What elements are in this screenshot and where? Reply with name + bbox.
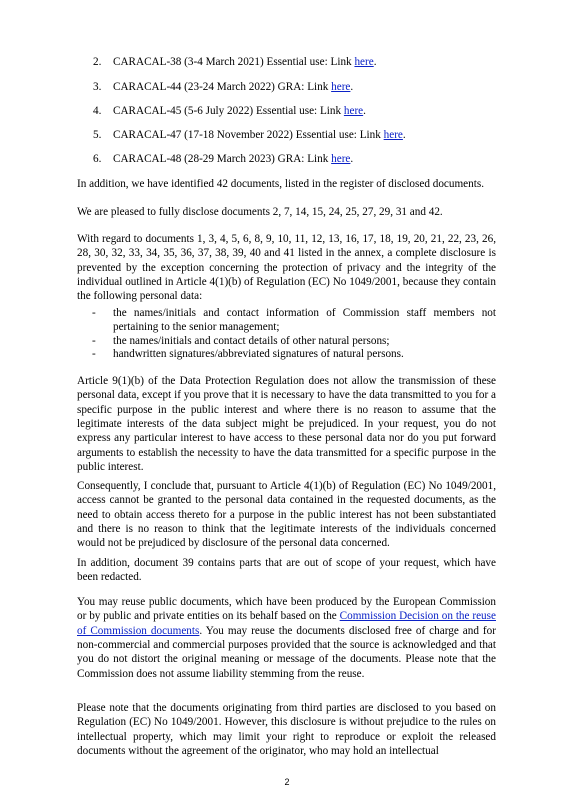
- list-text: CARACAL-38 (3-4 March 2021) Essential use: Link: [113, 56, 355, 68]
- page-number: 2: [284, 777, 290, 787]
- list-number: 4.: [93, 105, 102, 117]
- here-link-1[interactable]: here: [354, 56, 374, 68]
- list-number: 6.: [93, 153, 102, 165]
- list-number: 5.: [93, 129, 102, 141]
- list-text: CARACAL-47 (17-18 November 2022) Essential use: Link: [113, 129, 384, 141]
- here-link-5[interactable]: here: [331, 153, 351, 165]
- list-text: CARACAL-44 (23-24 March 2022) GRA: Link: [113, 81, 332, 93]
- list-text: CARACAL-48 (28-29 March 2023) GRA: Link: [113, 153, 332, 165]
- here-link-3[interactable]: here: [343, 105, 364, 117]
- paragraph-privacy-exception: With regard to documents 1, 3, 4, 5, 6, 8, 9, 10, 11, 12, 13, 16, 17, 18, 19, 20, 21, 22, 23, 26, 28, 30, 32, 33, 34, 35, 36, 37, 38, 39, 40 and 41 listed in the annex, a complete disclosure is prevented by the exception concerning the protection of privacy and the integrity of the individual outlined in Article 4(1)(b) of Regulation (EC) No 1049/2001, because they contain the following personal data:: [77, 233, 496, 303]
- here-link-4[interactable]: here: [383, 129, 403, 141]
- paragraph-identified: In addition, we have identified 42 documents, listed in the register of disclosed documents.: [77, 178, 485, 190]
- bullet-dash: -: [92, 348, 96, 360]
- paragraph-third-party: Please note that the documents originating from third parties are disclosed to you based on Regulation (EC) No 1049/2001. However, this disclosure is without prejudice to the rules on intellectual property, which may limit your right to reproduce or exploit the released documents without the agreement of the originator, who may hold an intellectual: [77, 702, 496, 758]
- here-link-2[interactable]: here: [331, 81, 351, 93]
- list-number: 3.: [93, 81, 102, 93]
- list-number: 2.: [93, 56, 102, 68]
- paragraph-reuse: You may reuse public documents, which have been produced by the European Commission or by public and private entities on its behalf based on the Commission Decision on the reuse of Commission documents. You may reuse the documents disclosed free of charge and for non-commercial and commercial purposes provided that the source is acknowledged and that you do not distort the original meaning or message of the documents. Please note that the Commission does not assume liability stemming from the reuse.: [77, 596, 496, 680]
- paragraph-article-9: Article 9(1)(b) of the Data Protection Regulation does not allow the transmission of these personal data, except if you prove that it is necessary to have the data transmitted to you for a specific purpose in the public interest and where there is no reason to assume that the legitimate interests of the data subject might be prejudiced. In your request, you do not express any particular interest to have access to these personal data nor do you put forward arguments to establish the necessity to have the data transmitted for a specific purpose in the public interest.: [77, 375, 496, 474]
- paragraph-consequently: Consequently, I conclude that, pursuant to Article 4(1)(b) of Regulation (EC) No 1049/2001, access cannot be granted to the personal data contained in the requested documents, as the need to obtain access thereto for a purpose in the public interest has not been substantiated and there is no reason to think that the legitimate interests of the individuals concerned would not be prejudiced by disclosure of the personal data concerned.: [77, 480, 496, 550]
- bullet-dash: -: [92, 335, 96, 347]
- paragraph-document-39: In addition, document 39 contains parts that are out of scope of your request, which have been redacted.: [77, 557, 496, 584]
- document-page: 2. CARACAL-38 (3-4 March 2021) Essential use: Link here. 3. CARACAL-44 (23-24 March 2022) GRA: Link here. 4. CARACAL-45 (5-6 July 2022) Essential use: Link here. 5. CARACAL-47 (17-18 November 2022) Essential use: Link here. 6. CARACAL-48 (28-29 March 2023) GRA: Link here. In addition, we have identified 42 documents, listed in the register of disclosed documents. We are pleased to fully disclose documents 2, 7, 14, 15, 24, 25, 27, 29, 31 and 42. With regard to documents 1, 3, 4, 5, 6, 8, 9, 10, 11, 12, 13, 16, 17, 18, 19, 20, 21, 22, 23, 26, 28, 30, 32, 33, 34, 35, 36, 37, 38, 39, 40 and 41 listed in the annex, a complete disclosure is prevented by the exception concerning the protection of privacy and the integrity of the individual outlined in Article 4(1)(b) of Regulation (EC) No 1049/2001, because they contain the following personal data: - the names/initials and contact information of Commission staff members not pertaining to the senior management; - the names/initials and contact details of other natural persons; - handwritten signatures/abbreviated signatures of natural persons. Article 9(1)(b) of the Data Protection Regulation does not allow the transmission of these personal data, except if you prove that it is necessary to have the data transmitted to you for a specific purpose in the public interest and where there is no reason to assume that the legitimate interests of the data subject might be prejudiced. In your request, you do not express any particular interest to have access to these personal data nor do you put forward arguments to establish the necessity to have the data transmitted for a specific purpose in the public interest. Consequently, I conclude that, pursuant to Article 4(1)(b) of Regulation (EC) No 1049/2001, access cannot be granted to the personal data contained in the requested documents, as the need to obtain access thereto for a purpose in the public interest has not been substantiated and there is no reason to think that the legitimate interests of the individuals concerned would not be prejudiced by disclosure of the personal data concerned. In addition, document 39 contains parts that are out of scope of your request, which have been redacted. You may reuse public documents, which have been produced by the European Commission or by public and private entities on its behalf based on the Commission Decision on the reuse of Commission documents. You may reuse the documents disclosed free of charge and for non-commercial and commercial purposes provided that the source is acknowledged and that you do not distort the original meaning or message of the documents. Please note that the Commission does not assume liability stemming from the reuse. Please note that the documents originating from third parties are disclosed to you based on Regulation (EC) No 1049/2001. However, this disclosure is without prejudice to the rules on intellectual property, which may limit your right to reproduce or exploit the released documents without the agreement of the originator, who may hold an intellectual 2: [0, 0, 574, 812]
- commission-decision-link[interactable]: Commission Decision on the reuse of Commission documents: [77, 610, 496, 637]
- list-text: CARACAL-45 (5-6 July 2022) Essential use: Link: [113, 105, 344, 117]
- paragraph-disclose: We are pleased to fully disclose documents 2, 7, 14, 15, 24, 25, 27, 29, 31 and 42.: [77, 206, 443, 218]
- bullet-dash: -: [92, 307, 96, 319]
